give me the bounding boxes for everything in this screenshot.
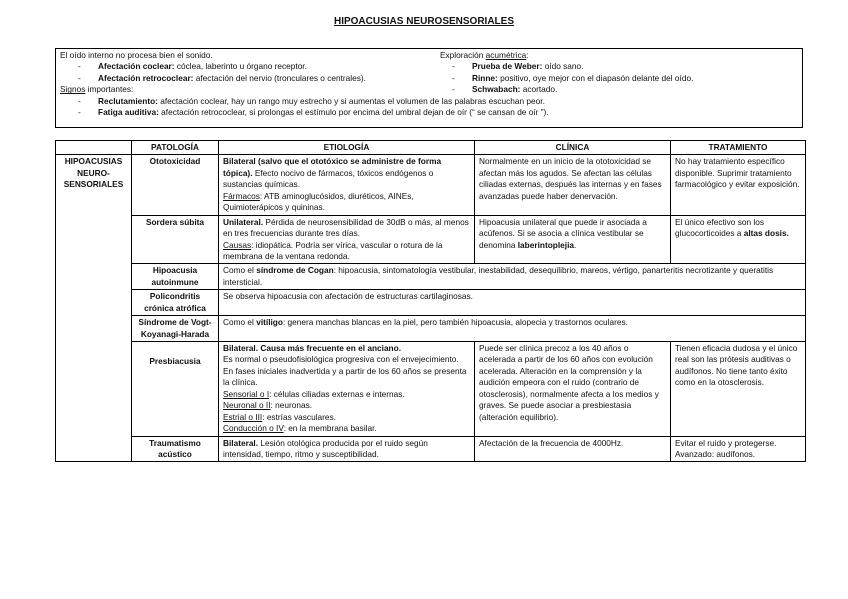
- bullet-dash: -: [78, 61, 81, 72]
- bullet-dash: -: [78, 107, 81, 118]
- exploracion-link: acumétrica: [485, 50, 527, 60]
- table-row-presbiacusia: [56, 342, 806, 437]
- estrial-text: : estrías vasculares.: [262, 411, 336, 422]
- text-post: : hipoacusia, sintomatología vestibular, inestabilidad, desequilibrio, mareos, vértigo, panarteritis necrotizante y queratitis intersticial.: [223, 265, 774, 287]
- exploracion-column: [440, 50, 693, 96]
- bullet-dash: -: [78, 72, 81, 83]
- etio-bold: Unilateral.: [223, 216, 264, 227]
- header-patologia: PATOLOGÍA: [132, 141, 219, 155]
- table-row-ototoxicidad: [56, 155, 806, 215]
- etio-bold: Bilateral (salvo que el ototóxico se administre de forma tópica).: [223, 156, 442, 178]
- tratamiento-sordera-subita: [671, 215, 806, 264]
- exploracion-post: :: [526, 50, 529, 60]
- text-post: : genera manchas blancas en la piel, pero también hipoacusia, alopecia y trastornos oculares.: [282, 317, 628, 328]
- bullet-dash: -: [452, 72, 455, 83]
- weber-item: [440, 61, 693, 72]
- group-label: HIPOACUSIAS NEURO-SENSORIALES: [56, 155, 132, 462]
- etio-text: Lesión otológica producida por el ruido según intensidad, tiempo, ritmo y susceptibilidad.: [223, 437, 428, 459]
- patologia-presbiacusia: Presbiacusia: [132, 342, 219, 437]
- neuronal-label: Neuronal o II: [223, 400, 271, 411]
- schwabach-label: Schwabach:: [472, 84, 521, 95]
- intro-text: El oído interno no procesa bien el sonido.: [60, 50, 213, 60]
- etio-text: Pérdida de neurosensibilidad de 30dB o más, al menos en tres frecuencias durante tres días.: [223, 216, 469, 239]
- patologia-vkh: Síndrome de Vogt-Koyanagi-Harada: [132, 316, 219, 342]
- reclutamiento-text: afectación coclear, hay un rango muy estrecho y si aumentas el volumen de las palabras escuchan peor.: [157, 95, 545, 106]
- patologia-sordera-subita: Sordera súbita: [132, 215, 219, 264]
- intro-bullet-fatiga: [60, 107, 798, 118]
- header-clinica: CLÍNICA: [475, 141, 671, 155]
- bullet-dash: -: [452, 61, 455, 72]
- retro-label: Afectación retrococlear:: [98, 72, 194, 83]
- clinica-text: Hipoacusia unilateral que puede ir asociada a acúfenos. Si se asocia a clínica vestibular se denomina: [479, 216, 647, 250]
- causas-text: : idiopática. Podría ser vírica, vascular o rotura de la membrana de la ventana redonda.: [223, 239, 443, 261]
- table-row-sordera-subita: [56, 215, 806, 264]
- sensorial-text: : células ciliadas externas e internas.: [269, 388, 405, 399]
- table-row-vkh: [56, 316, 806, 342]
- clinica-end: .: [574, 239, 577, 250]
- fatiga-label: Fatiga auditiva:: [98, 107, 159, 118]
- sensorial-label: Sensorial o I: [223, 388, 270, 399]
- causas-label: Causas: [223, 239, 252, 250]
- farmacos-label: Fármacos: [223, 190, 260, 201]
- conduccion-text: : en la membrana basilar.: [283, 423, 377, 434]
- trat-bold: altas dosis.: [743, 228, 789, 239]
- estrial-label: Estrial o III: [223, 411, 263, 422]
- descripcion-vkh: [219, 316, 806, 342]
- bullet-dash: -: [78, 95, 81, 106]
- coclear-text: cóclea, laberinto u órgano receptor.: [174, 61, 307, 72]
- page-title: HIPOACUSIAS NEUROSENSORIALES: [333, 16, 515, 27]
- coclear-label: Afectación coclear:: [98, 61, 175, 72]
- etiologia-sordera-subita: [219, 215, 475, 264]
- header-etiologia: ETIOLOGÍA: [219, 141, 475, 155]
- neuronal-text: : neuronas.: [270, 400, 313, 411]
- retro-text: afectación del nervio (tronculares o centrales).: [193, 72, 366, 83]
- patologia-autoinmune: Hipoacusia autoinmune: [132, 264, 219, 290]
- bullet-dash: -: [452, 84, 455, 95]
- patologia-policondritis: Policondritis crónica atrófica: [132, 290, 219, 316]
- etiologia-presbiacusia: [219, 342, 475, 437]
- intro-box: [55, 48, 803, 128]
- hipoacusias-table: [55, 140, 806, 462]
- reclutamiento-label: Reclutamiento:: [98, 95, 158, 106]
- text-pre: Como el: [223, 317, 257, 328]
- header-tratamiento: TRATAMIENTO: [671, 141, 806, 155]
- blank-header: [56, 141, 132, 155]
- etiologia-traumatismo: [219, 436, 475, 462]
- tratamiento-ototoxicidad: No hay tratamiento específico disponible. Suprimir tratamiento farmacológico y evitar exposición.: [671, 155, 806, 215]
- tratamiento-presbiacusia: Tienen eficacia dudosa y el único real son las prótesis auditivas o audífonos. No tiene tanto éxito como en la otosclerosis.: [671, 342, 806, 437]
- tratamiento-traumatismo: Evitar el ruido y protegerse. Avanzado: audífonos.: [671, 436, 806, 462]
- fatiga-text: afectación retrococlear, si prolongas el estímulo por encima del umbral dejan de oír (“ se cansan de oír ”).: [158, 107, 549, 118]
- etio-text: Es normal o pseudofisiológica progresiva con el envejecimiento. En fases iniciales inadvertida y a partir de los 60 años se presenta la clínica.: [223, 354, 467, 388]
- table-row-autoinmune: [56, 264, 806, 290]
- trat-text: El único efectivo son los glucocorticoides a: [675, 216, 765, 239]
- etio-text: Efecto nocivo de fármacos, tóxicos endógenos o sustancias químicas.: [223, 167, 434, 190]
- table-row-traumatismo: [56, 436, 806, 462]
- conduccion-label: Conducción o IV: [223, 423, 284, 434]
- rinne-label: Rinne:: [472, 72, 498, 83]
- clinica-sordera-subita: [475, 215, 671, 264]
- patologia-ototoxicidad: Ototoxicidad: [132, 155, 219, 215]
- etio-bold: Bilateral. Causa más frecuente en el anciano.: [223, 343, 401, 353]
- table-header-row: [56, 141, 806, 155]
- clinica-presbiacusia: Puede ser clínica precoz a los 40 años o acelerada a partir de los 60 años con evolución acelerada. Alteración en la comprensión y la audición empeora con el ruido (contrario de otosclerosis), normalmente afecta a los medios y graves. Se puede asociar a presbiestasia (alteración equilibrio).: [475, 342, 671, 437]
- etiologia-ototoxicidad: [219, 155, 475, 215]
- intro-bullet-reclutamiento: [60, 96, 798, 107]
- etio-bold: Bilateral.: [223, 437, 259, 448]
- text-pre: Como el: [223, 265, 257, 276]
- schwabach-item: [440, 84, 693, 95]
- clinica-bold: laberintoplejia: [517, 239, 574, 250]
- farmacos-text: : ATB aminoglucósidos, diuréticos, AINEs, Quimioterápicos y quininas.: [223, 190, 414, 213]
- schwabach-text: acortado.: [520, 84, 558, 95]
- text-bold: vitíligo: [256, 317, 283, 328]
- patologia-traumatismo: Traumatismo acústico: [132, 436, 219, 462]
- weber-text: oído sano.: [542, 61, 584, 72]
- weber-label: Prueba de Weber:: [472, 61, 543, 72]
- signos-text: importantes:: [85, 84, 134, 95]
- signos-label: Signos: [60, 84, 86, 95]
- clinica-traumatismo: Afectación de la frecuencia de 4000Hz.: [475, 436, 671, 462]
- descripcion-policondritis: Se observa hipoacusia con afectación de estructuras cartilaginosas.: [219, 290, 806, 316]
- text-bold: síndrome de Cogan: [256, 265, 334, 276]
- descripcion-autoinmune: [219, 264, 806, 290]
- exploracion-pre: Exploración: [440, 50, 486, 60]
- rinne-text: positivo, oye mejor con el diapasón delante del oído.: [497, 72, 694, 83]
- table-row-policondritis: [56, 290, 806, 316]
- exploracion-title: [440, 50, 693, 61]
- rinne-item: [440, 73, 693, 84]
- clinica-ototoxicidad: Normalmente en un inicio de la ototoxicidad se afectan más los agudos. Se afectan las células ciliadas externas, después las internas y en fases avanzadas puede haber denervación.: [475, 155, 671, 215]
